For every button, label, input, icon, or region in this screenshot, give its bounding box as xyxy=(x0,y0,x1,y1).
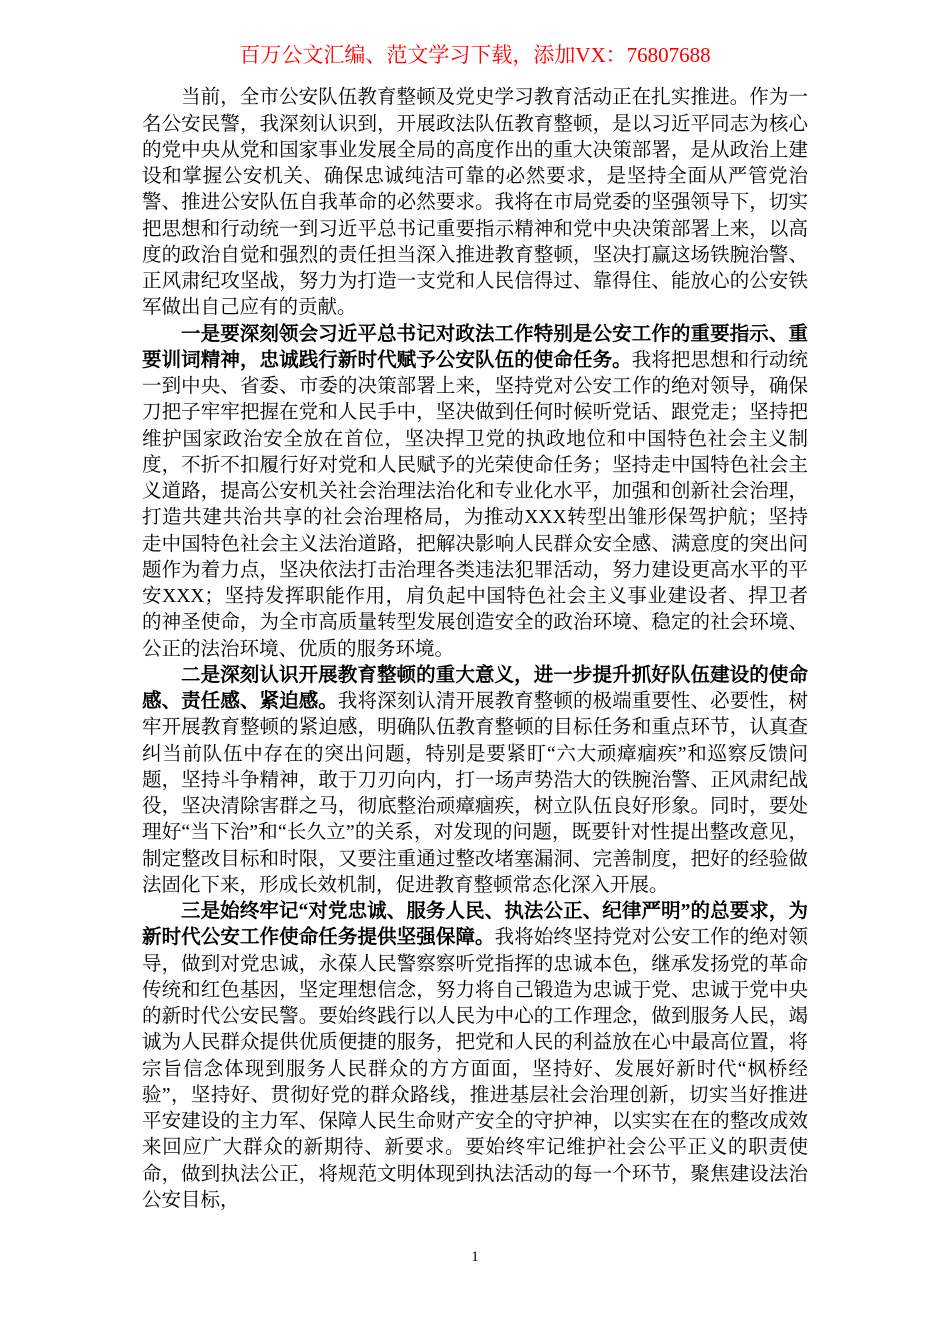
paragraph-body: 我将把思想和行动统一到中央、省委、市委的决策部署上来，坚持党对公安工作的绝对领导，确保刀把子牢牢把握在党和人民手中，坚决做到任何时候听党话、跟党走；坚持把维护国家政治安全放在首位，坚决捍卫党的执政地位和中国特色社会主义制度，不折不扣履行好对党和人民赋予的光荣使命任务；坚持走中国特色社会主义道路，提高公安机关社会治理法治化和专业化水平，加强和创新社会治理，打造共建共治共享的社会治理格局，为推动XXX转型出雏形保驾护航；坚持走中国特色社会主义法治道路，把解决影响人民群众安全感、满意度的突出问题作为着力点，坚决依法打击治理各类违法犯罪活动，努力建设更高水平的平安XXX；坚持发挥职能作用，肩负起中国特色社会主义事业建设者、捍卫者的神圣使命，为全市高质量转型发展创造安全的政治环境、稳定的社会环境、公正的法治环境、优质的服务环境。 xyxy=(142,349,808,660)
promo-banner: 百万公文汇编、范文学习下载，添加VX：76807688 xyxy=(239,43,711,67)
paragraph-body: 当前，全市公安队伍教育整顿及党史学习教育活动正在扎实推进。作为一名公安民警，我深刻认识到，开展政法队伍教育整顿，是以习近平同志为核心的党中央从党和国家事业发展全局的高度作出的重大决策部署，是从政治上建设和掌握公安机关、确保忠诚纯洁可靠的必然要求，是坚持全面从严管党治警、推进公安队伍自我革命的必然要求。我将在市局党委的坚强领导下，切实把思想和行动统一到习近平总书记重要指示精神和党中央决策部署上来，以高度的政治自觉和强烈的责任担当深入推进教育整顿，坚决打赢这场铁腕治警、正风肃纪攻坚战，努力为打造一支党和人民信得过、靠得住、能放心的公安铁军做出自己应有的贡献。 xyxy=(142,87,808,319)
paragraph-lead: 一是要深刻领会习近平总书记对政法工作特别是公安工作的重要指示、重要训词精神，忠诚践行新时代赋予公安队伍的使命任务。 xyxy=(142,323,808,371)
paragraph xyxy=(142,322,808,663)
paragraph-lead: 三是始终牢记“对党忠诚、服务人民、执法公正、纪律严明”的总要求，为新时代公安工作使命任务提供坚强保障。 xyxy=(142,901,808,949)
paragraph xyxy=(142,85,808,321)
page-number: 1 xyxy=(471,1249,479,1265)
paragraph-body: 我将始终坚持党对公安工作的绝对领导，做到对党忠诚，永葆人民警察察听党指挥的忠诚本色，继承发扬党的革命传统和红色基因，坚定理想信念，努力将自己锻造为忠诚于党、忠诚于党中央的新时代公安民警。要始终践行以人民为中心的工作理念，做到服务人民，竭诚为人民群众提供优质便捷的服务，把党和人民的利益放在心中最高位置，将宗旨信念体现到服务人民群众的方方面面，坚持好、发展好新时代“枫桥经验”，坚持好、贯彻好党的群众路线，推进基层社会治理创新，切实当好推进平安建设的主力军、保障人民生命财产安全的守护神，以实实在在的整改成效来回应广大群众的新期待、新要求。要始终牢记维护社会公平正义的职责使命，做到执法公正，将规范文明体现到执法活动的每一个环节，聚焦建设法治公安目标， xyxy=(142,927,808,1211)
paragraph-lead: 二是深刻认识开展教育整顿的重大意义，进一步提升抓好队伍建设的使命感、责任感、紧迫感。 xyxy=(142,664,808,713)
paragraph xyxy=(142,899,808,1214)
document-body xyxy=(142,85,808,1214)
paragraph xyxy=(142,663,808,899)
paragraph-body: 我将深刻认清开展教育整顿的极端重要性、必要性，树牢开展教育整顿的紧迫感，明确队伍教育整顿的目标任务和重点环节，认真查纠当前队伍中存在的突出问题，特别是要紧盯“六大顽瘴痼疾”和巡察反馈问题，坚持斗争精神，敢于刀刃向内，打一场声势浩大的铁腕治警、正风肃纪战役，坚决清除害群之马，彻底整治顽瘴痼疾，树立队伍良好形象。同时，要处理好“当下治”和“长久立”的关系，对发现的问题，既要针对性提出整改意见，制定整改目标和时限，又要注重通过整改堵塞漏洞、完善制度，把好的经验做法固化下来，形成长效机制，促进教育整顿常态化深入开展。 xyxy=(142,691,808,896)
